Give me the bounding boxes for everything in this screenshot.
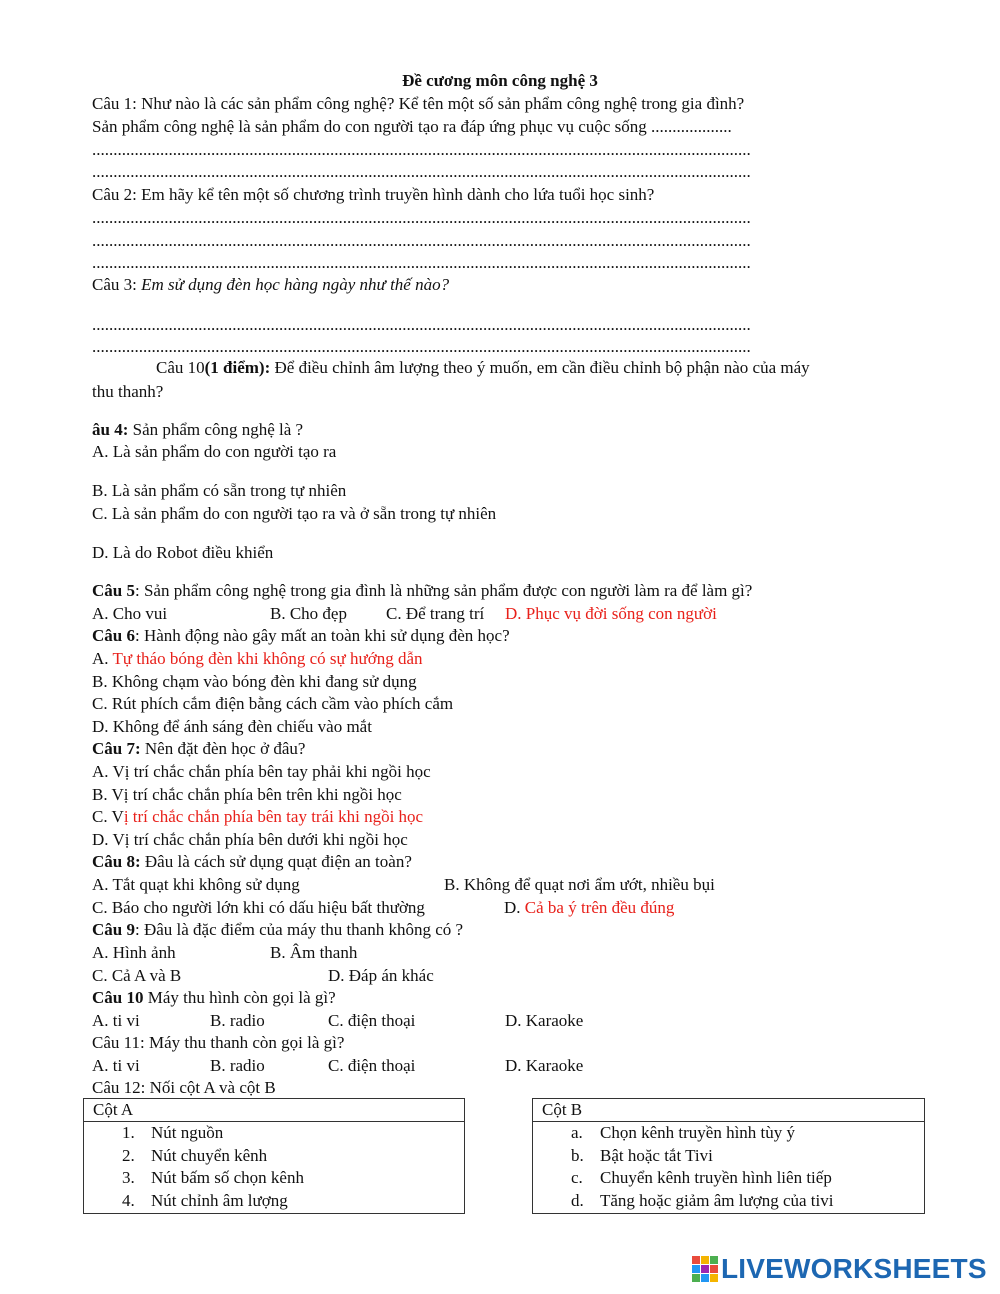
option-d[interactable]: D. Đáp án khác [328,966,434,985]
option-b[interactable]: B. Cho đẹp [270,604,347,623]
column-a-header: Cột A [84,1099,464,1122]
question-text: Máy thu hình còn gọi là gì? [143,988,336,1007]
option-d[interactable]: D. Vị trí chắc chắn phía bên dưới khi ngồi học [92,830,408,849]
question-text: Đâu là cách sử dụng quạt điện an toàn? [140,852,412,871]
question-6 [92,625,510,647]
logo-grid-icon [692,1256,718,1282]
option-c[interactable]: C. Là sản phẩm do con người tạo ra và ở sẵn trong tự nhiên [92,504,497,523]
logo-text: LIVEWORKSHEETS [721,1253,987,1284]
question-text: Để điều chỉnh âm lượng theo ý muốn, em cần điều chỉnh bộ phận nào của máy [270,358,810,377]
page-title: Đề cương môn công nghệ 3 [402,71,598,90]
question-text: Nên đặt đèn học ở đâu? [140,739,306,758]
option-d[interactable]: D. Karaoke [505,1056,584,1075]
item-text: Tăng hoặc giảm âm lượng của tivi [600,1190,834,1210]
option-b[interactable]: B. Không chạm vào bóng đèn khi đang sử dụng [92,672,417,691]
fill-line[interactable]: ........................................................................................................................................................... [92,315,751,334]
question-3-label: Câu 3: [92,275,142,294]
points-label: (1 điểm): [204,358,271,377]
option-d-correct: Cả ba ý trên đều đúng [524,898,675,917]
item-letter: c. [571,1168,583,1187]
item-text: Bật hoặc tắt Tivi [600,1145,713,1165]
question-label: Câu 10 [156,358,205,377]
question-text: : Đâu là đặc điểm của máy thu thanh không có ? [134,920,464,939]
fill-line[interactable]: ........................................................................................................................................................... [92,162,751,181]
item-text: Chuyển kênh truyền hình liên tiếp [600,1168,832,1187]
option-prefix: D. [504,898,525,917]
item-number: 3. [122,1168,135,1187]
column-a-item[interactable] [84,1167,464,1190]
question-3 [92,274,449,296]
question-label: Câu 9 [92,920,135,939]
fill-line[interactable]: ........................................................................................................................................................... [92,337,751,356]
item-text: Nút nguồn [151,1123,224,1142]
option-d-correct[interactable]: D. Phục vụ đời sống con người [505,604,717,623]
question-10-volume [156,357,810,379]
option-c[interactable]: C. điện thoại [328,1056,416,1075]
option-b[interactable]: B. radio [210,1011,265,1030]
option-a[interactable]: A. Tắt quạt khi không sử dụng [92,875,300,894]
item-letter: b. [571,1145,584,1165]
column-b-header: Cột B [533,1099,924,1122]
option-a[interactable] [92,648,423,670]
column-b-item[interactable] [533,1167,924,1190]
question-12: Câu 12: Nối cột A và cột B [92,1078,276,1097]
option-c[interactable] [92,806,423,828]
option-b[interactable]: B. radio [210,1056,265,1075]
option-b[interactable]: B. Là sản phẩm có sẵn trong tự nhiên [92,481,347,500]
option-b[interactable]: B. Không để quạt nơi ẩm ướt, nhiều bụi [444,875,715,894]
question-5 [92,580,752,602]
item-letter: d. [571,1190,584,1210]
option-a[interactable]: A. Hình ảnh [92,943,176,962]
option-b[interactable]: B. Vị trí chắc chắn phía bên trên khi ngồi học [92,785,402,804]
option-a-correct: Tự tháo bóng đèn khi không có sự hướng dẫn [112,649,423,668]
column-a-item[interactable] [84,1190,464,1213]
option-prefix: A. [92,649,113,668]
question-text: : Hành động nào gây mất an toàn khi sử dụng đèn học? [134,626,510,645]
item-number: 4. [122,1190,135,1210]
item-text: Nút bấm số chọn kênh [151,1168,304,1187]
column-a-table [83,1098,465,1214]
option-prefix: C. V [92,807,124,826]
question-4 [92,419,303,441]
question-label: Câu 5 [92,581,135,600]
column-b-item[interactable] [533,1145,924,1168]
option-c[interactable]: C. Cả A và B [92,966,182,985]
option-c-correct: ị trí chắc chắn phía bên tay trái khi ngồi học [123,807,424,826]
question-label: Câu 10 [92,988,144,1007]
question-1: Câu 1: Như nào là các sản phẩm công nghệ? Kể tên một số sản phẩm công nghệ trong gia đình? [92,94,745,113]
option-a[interactable]: A. Là sản phẩm do con người tạo ra [92,442,337,461]
question-label: Câu 7: [92,739,141,758]
option-b[interactable]: B. Âm thanh [270,943,358,962]
question-8 [92,851,412,873]
answer-1-text: Sản phẩm công nghệ là sản phẩm do con người tạo ra đáp ứng phục vụ cuộc sống [92,117,647,136]
question-label: Câu 6 [92,626,135,645]
column-b-item[interactable] [533,1122,924,1145]
option-c[interactable]: C. Rút phích cắm điện bằng cách cầm vào phích cắm [92,694,454,713]
option-d[interactable]: D. Không để ánh sáng đèn chiếu vào mắt [92,717,372,736]
question-label: Câu 8: [92,852,141,871]
question-3-text: Em sử dụng đèn học hàng ngày như thế nào? [141,275,450,294]
question-7 [92,738,305,760]
item-text: Nút chuyển kênh [151,1145,268,1165]
item-letter: a. [571,1123,583,1142]
column-a-item[interactable] [84,1145,464,1168]
option-d[interactable]: D. Là do Robot điều khiển [92,543,274,562]
option-a[interactable]: A. ti vi [92,1011,140,1030]
question-text: Sản phẩm công nghệ là ? [128,420,304,439]
column-b-item[interactable] [533,1190,924,1213]
question-label: âu 4: [92,420,129,439]
question-9 [92,919,463,941]
question-text: : Sản phẩm công nghệ trong gia đình là những sản phẩm được con người làm ra để làm gì? [134,581,753,600]
item-text: Chọn kênh truyền hình tùy ý [600,1123,796,1142]
option-c[interactable]: C. điện thoại [328,1011,416,1030]
question-10-volume-cont: thu thanh? [92,382,164,401]
option-a[interactable]: A. ti vi [92,1056,140,1075]
option-c[interactable]: C. Để trang trí [386,604,485,623]
fill-line[interactable]: ........................................................................................................................................................... [92,253,751,272]
question-11: Câu 11: Máy thu thanh còn gọi là gì? [92,1033,345,1052]
question-10-tv [92,987,336,1009]
option-c[interactable]: C. Báo cho người lớn khi có dấu hiệu bất thường [92,898,425,917]
item-number: 1. [122,1123,135,1142]
option-a[interactable]: A. Vị trí chắc chắn phía bên tay phải khi ngồi học [92,762,431,781]
option-a[interactable]: A. Cho vui [92,604,168,623]
item-number: 2. [122,1145,135,1165]
fill-line[interactable]: ........................................................................................................................................................... [92,208,751,227]
column-a-item[interactable] [84,1122,464,1145]
option-d[interactable]: D. Karaoke [505,1011,584,1030]
option-d[interactable] [504,897,674,919]
liveworksheets-logo[interactable] [692,1254,987,1284]
answer-1[interactable] [92,116,732,138]
question-2: Câu 2: Em hãy kể tên một số chương trình truyền hình dành cho lứa tuổi học sinh? [92,185,655,204]
fill-line[interactable]: ........................................................................................................................................................... [92,140,751,159]
fill-dots: ................... [651,117,732,136]
column-b-table [532,1098,925,1214]
fill-line[interactable]: ........................................................................................................................................................... [92,231,751,250]
item-text: Nút chỉnh âm lượng [151,1190,288,1210]
